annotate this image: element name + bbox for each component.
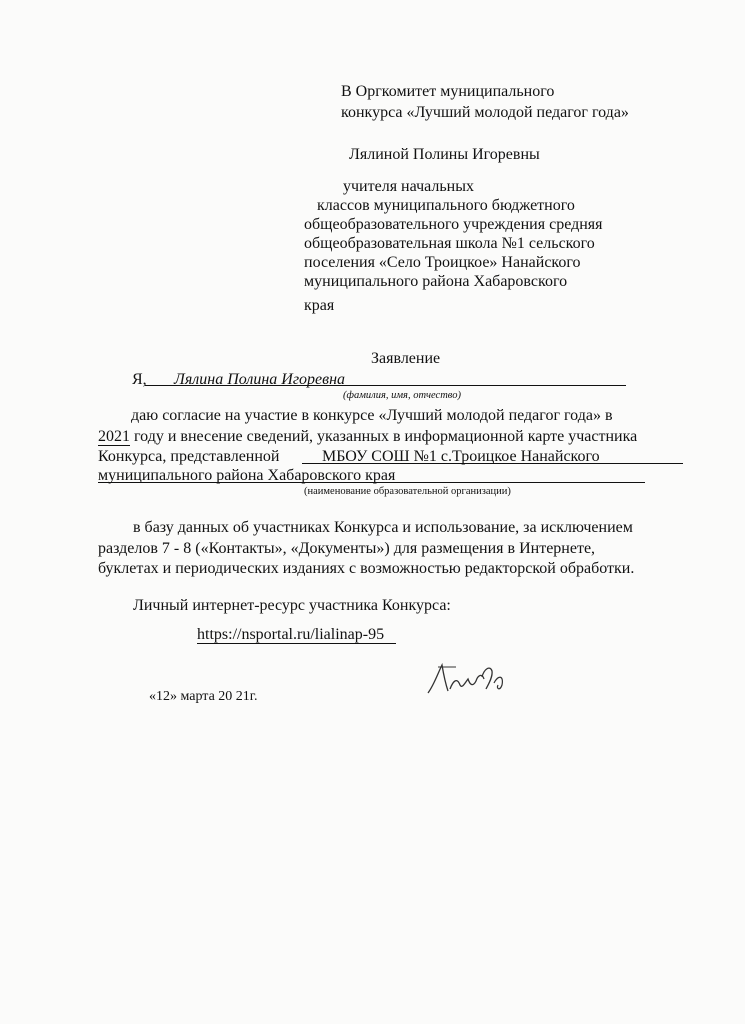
org-underline-2 <box>98 482 645 483</box>
position-line-4: общеобразовательная школа №1 сельского <box>304 235 595 252</box>
org-caption: (наименование образовательной организации) <box>304 486 511 497</box>
resource-url-underline <box>197 643 396 644</box>
year-value: 2021 <box>98 428 130 445</box>
org-name-part-2: муниципального района Хабаровского края <box>98 467 396 484</box>
p2-line-1: в базу данных об участниках Конкурса и использование, за исключением <box>133 519 633 536</box>
resource-url[interactable]: https://nsportal.ru/lialinap-95 <box>197 626 385 643</box>
position-line-6: муниципального района Хабаровского <box>304 273 568 290</box>
p1-line-2-text: году и внесение сведений, указанных в информационной карте участника <box>130 428 638 445</box>
document-title: Заявление <box>371 350 441 367</box>
p2-line-2: разделов 7 - 8 («Контакты», «Документы») для размещения в Интернете, <box>98 540 596 557</box>
name-value: Лялина Полина Игоревна <box>174 371 346 388</box>
resource-label: Личный интернет-ресурс участника Конкурса: <box>133 597 451 614</box>
org-underline-1 <box>302 463 683 464</box>
name-underline <box>145 385 626 386</box>
position-line-7: края <box>304 297 335 314</box>
document-date: «12» марта 20 21г. <box>149 689 258 704</box>
p1-line-3-start: Конкурса, представленной <box>98 448 280 465</box>
ya-label: Я, <box>132 371 147 388</box>
position-line-3: общеобразовательного учреждения средняя <box>304 216 603 233</box>
position-line-1: учителя начальных <box>343 178 474 195</box>
org-name-part-1: МБОУ СОШ №1 с.Троицкое Нанайского <box>322 448 600 465</box>
name-caption: (фамилия, имя, отчество) <box>343 390 461 401</box>
p1-line-1: даю согласие на участие в конкурсе «Лучший молодой педагог года» в <box>131 407 613 424</box>
applicant-name: Лялиной Полины Игоревны <box>349 146 540 163</box>
position-line-2: классов муниципального бюджетного <box>317 197 575 214</box>
addressee-line-2: конкурса «Лучший молодой педагог года» <box>341 104 629 121</box>
handwritten-signature <box>420 655 520 705</box>
p1-line-2 <box>98 427 637 447</box>
addressee-line-1: В Оргкомитет муниципального <box>341 83 555 100</box>
p2-line-3: буклетах и периодических изданиях с возможностью редакторской обработки. <box>98 560 635 577</box>
position-line-5: поселения «Село Троицкое» Нанайского <box>304 254 581 271</box>
